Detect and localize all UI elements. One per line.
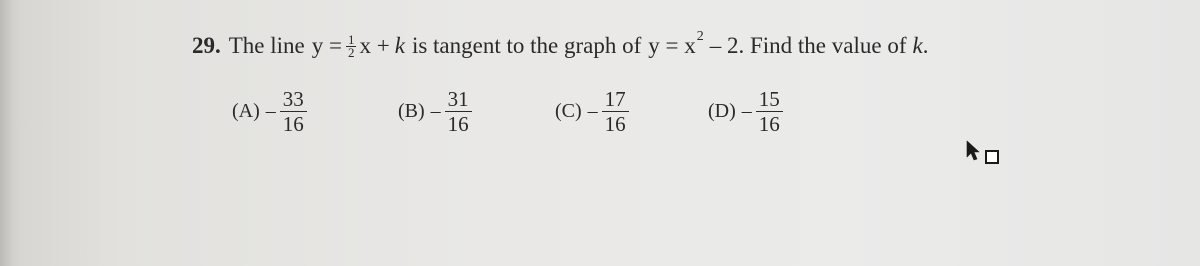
variable-k: k [394,33,405,58]
fraction-denominator: 16 [447,112,469,136]
fraction-numerator: 15 [756,88,783,112]
minus-sign: – [741,100,752,122]
question-number: 29. [192,33,221,58]
choice-fraction [445,88,472,135]
choice-letter: (C) [555,100,582,122]
question-text-before: The line [228,33,305,58]
choice-d[interactable] [708,88,783,135]
equation-x-plus: x + [359,33,390,58]
choice-fraction [756,88,783,135]
choice-fraction [602,88,629,135]
choice-fraction [280,88,307,135]
page-edge-shadow [0,0,22,266]
variable-k-end: k [912,33,923,58]
fraction-denominator: 16 [604,112,626,136]
fraction-denominator: 16 [282,112,304,136]
fraction-denominator: 16 [758,112,780,136]
question-29 [192,29,929,60]
fraction-denominator: 2 [347,44,355,60]
choice-letter: (A) [232,100,260,122]
question-text-middle: is tangent to the graph of [411,33,642,58]
exponent: 2 [696,29,704,44]
choice-b[interactable] [398,88,472,135]
period: . [922,33,929,58]
fraction-numerator: 31 [445,88,472,112]
fraction-numerator: 1 [347,31,355,47]
choice-a[interactable] [232,88,307,135]
minus-sign: – [587,100,598,122]
fraction-numerator: 33 [280,88,307,112]
equation-y: y = [311,33,342,58]
inline-fraction-one-half [346,31,357,60]
minus-sign: – [430,100,441,122]
choice-c[interactable] [555,88,629,135]
minus-sign: – [265,100,276,122]
question-text-end: – 2. Find the value of [709,33,907,58]
arrow-cursor-with-box-icon [965,139,1005,169]
equation-parabola: y = x [648,33,696,58]
choice-letter: (D) [708,100,736,122]
fraction-numerator: 17 [602,88,629,112]
choice-letter: (B) [398,100,425,122]
